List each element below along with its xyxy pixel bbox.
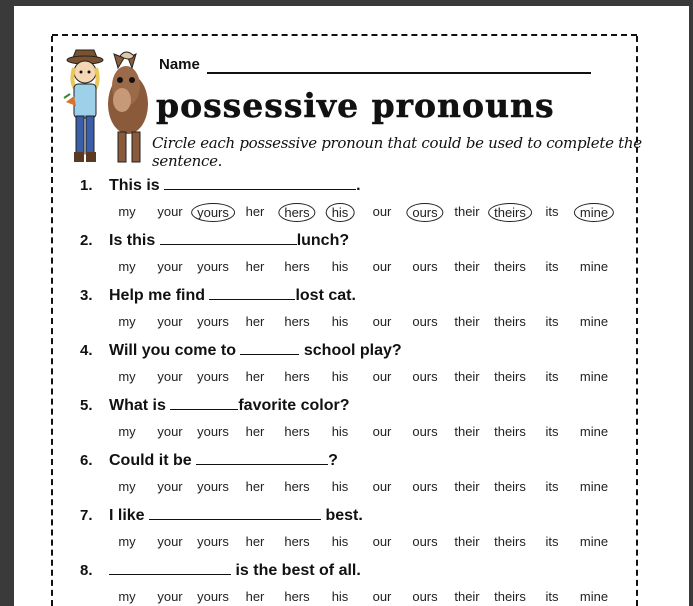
pronoun-option-their[interactable]: their: [454, 259, 480, 274]
pronoun-option-our[interactable]: our: [372, 204, 392, 219]
pronoun-option-ours[interactable]: ours: [412, 479, 438, 494]
cowgirl-and-horse-illustration: [62, 42, 158, 166]
answer-blank[interactable]: [109, 573, 231, 575]
pronoun-option-hers[interactable]: hers: [284, 534, 310, 549]
question-sentence: [109, 562, 361, 580]
question-number: 4.: [80, 342, 93, 359]
question-item: [14, 507, 689, 562]
pronoun-option-our[interactable]: our: [372, 369, 392, 384]
question-item: [14, 452, 689, 507]
dashed-border-top: [52, 34, 637, 36]
pronoun-option-his[interactable]: his: [331, 369, 349, 384]
pronoun-option-its[interactable]: its: [545, 204, 559, 219]
sentence-end: lost cat.: [295, 287, 356, 304]
pronoun-option-its[interactable]: its: [545, 424, 559, 439]
pronoun-option-ours[interactable]: ours: [412, 534, 438, 549]
sentence-start: Could it be: [109, 452, 197, 469]
pronoun-option-my[interactable]: my: [118, 204, 136, 219]
pronoun-option-yours[interactable]: yours: [197, 259, 229, 274]
pronoun-option-mine[interactable]: mine: [579, 424, 609, 439]
question-number: 2.: [80, 232, 93, 249]
question-sentence: [109, 287, 356, 305]
question-item: [14, 232, 689, 287]
answer-blank[interactable]: [164, 188, 356, 190]
pronoun-option-our[interactable]: our: [372, 534, 392, 549]
pronoun-option-mine[interactable]: mine: [579, 534, 609, 549]
pronoun-option-yours[interactable]: yours: [197, 424, 229, 439]
pronoun-option-hers[interactable]: hers: [278, 203, 315, 222]
pronoun-option-yours[interactable]: yours: [197, 369, 229, 384]
sentence-end: best.: [321, 507, 363, 524]
pronoun-option-ours[interactable]: ours: [406, 203, 443, 222]
pronoun-option-her[interactable]: her: [245, 479, 265, 494]
pronoun-option-her[interactable]: her: [245, 369, 265, 384]
pronoun-option-his[interactable]: his: [331, 589, 349, 604]
sentence-start: Is this: [109, 232, 160, 249]
pronoun-option-theirs[interactable]: theirs: [494, 369, 526, 384]
pronoun-option-theirs[interactable]: theirs: [494, 259, 526, 274]
pronoun-option-our[interactable]: our: [372, 479, 392, 494]
pronoun-option-ours[interactable]: ours: [412, 589, 438, 604]
question-number: 6.: [80, 452, 93, 469]
pronoun-option-its[interactable]: its: [545, 259, 559, 274]
pronoun-option-his[interactable]: his: [331, 314, 349, 329]
pronoun-option-hers[interactable]: hers: [284, 424, 310, 439]
pronoun-option-our[interactable]: our: [372, 424, 392, 439]
question-number: 3.: [80, 287, 93, 304]
pronoun-option-hers[interactable]: hers: [284, 479, 310, 494]
answer-blank[interactable]: [240, 353, 299, 355]
pronoun-option-yours[interactable]: yours: [197, 589, 229, 604]
pronoun-option-your[interactable]: your: [157, 534, 183, 549]
sentence-end: school play?: [299, 342, 402, 359]
pronoun-option-its[interactable]: its: [545, 479, 559, 494]
pronoun-option-theirs[interactable]: theirs: [494, 479, 526, 494]
pronoun-option-theirs[interactable]: theirs: [494, 314, 526, 329]
pronoun-option-mine[interactable]: mine: [579, 479, 609, 494]
page-title: possessive pronouns: [156, 86, 555, 125]
pronoun-option-ours[interactable]: ours: [412, 424, 438, 439]
pronoun-option-your[interactable]: your: [157, 314, 183, 329]
pronoun-option-your[interactable]: your: [157, 589, 183, 604]
sentence-start: Will you come to: [109, 342, 241, 359]
pronoun-option-my[interactable]: my: [118, 534, 136, 549]
pronoun-option-my[interactable]: my: [118, 589, 136, 604]
pronoun-option-yours[interactable]: yours: [191, 203, 235, 222]
answer-blank[interactable]: [149, 518, 321, 520]
question-sentence: [109, 507, 363, 525]
pronoun-option-ours[interactable]: ours: [412, 259, 438, 274]
pronoun-option-my[interactable]: my: [118, 424, 136, 439]
pronoun-option-my[interactable]: my: [118, 369, 136, 384]
sentence-end: .: [356, 177, 361, 194]
pronoun-option-yours[interactable]: yours: [197, 314, 229, 329]
instructions: Circle each possessive pronoun that could be used to complete the sentence.: [152, 134, 642, 170]
question-item: [14, 397, 689, 452]
pronoun-option-mine[interactable]: mine: [579, 369, 609, 384]
pronoun-option-his[interactable]: his: [326, 203, 355, 222]
pronoun-option-her[interactable]: her: [245, 534, 265, 549]
pronoun-option-mine[interactable]: mine: [579, 259, 609, 274]
question-number: 1.: [80, 177, 93, 194]
question-number: 5.: [80, 397, 93, 414]
answer-blank[interactable]: [209, 298, 295, 300]
pronoun-option-his[interactable]: his: [331, 424, 349, 439]
pronoun-option-her[interactable]: her: [245, 259, 265, 274]
pronoun-option-their[interactable]: their: [454, 369, 480, 384]
pronoun-option-hers[interactable]: hers: [284, 369, 310, 384]
question-item: [14, 342, 689, 397]
name-label: Name: [159, 56, 200, 73]
pronoun-option-yours[interactable]: yours: [197, 534, 229, 549]
question-number: 8.: [80, 562, 93, 579]
pronoun-option-their[interactable]: their: [454, 589, 480, 604]
sentence-start: I like: [109, 507, 150, 524]
pronoun-option-yours[interactable]: yours: [197, 479, 229, 494]
pronoun-option-theirs[interactable]: theirs: [488, 203, 532, 222]
answer-blank[interactable]: [160, 243, 297, 245]
pronoun-option-our[interactable]: our: [372, 314, 392, 329]
pronoun-option-your[interactable]: your: [157, 479, 183, 494]
pronoun-option-its[interactable]: its: [545, 589, 559, 604]
pronoun-option-his[interactable]: his: [331, 534, 349, 549]
pronoun-option-her[interactable]: her: [245, 424, 265, 439]
pronoun-option-theirs[interactable]: theirs: [494, 534, 526, 549]
sentence-end: ?: [328, 452, 338, 469]
question-item: [14, 177, 689, 232]
pronoun-option-her[interactable]: her: [245, 589, 265, 604]
pronoun-option-your[interactable]: your: [157, 204, 183, 219]
question-sentence: [109, 177, 361, 195]
pronoun-option-their[interactable]: their: [454, 204, 480, 219]
name-field: [159, 56, 200, 74]
pronoun-option-its[interactable]: its: [545, 534, 559, 549]
pronoun-option-your[interactable]: your: [157, 424, 183, 439]
pronoun-option-their[interactable]: their: [454, 479, 480, 494]
pronoun-option-hers[interactable]: hers: [284, 259, 310, 274]
pronoun-option-your[interactable]: your: [157, 259, 183, 274]
answer-blank[interactable]: [170, 408, 238, 410]
pronoun-option-your[interactable]: your: [157, 369, 183, 384]
sentence-end: lunch?: [296, 232, 350, 249]
pronoun-option-her[interactable]: her: [245, 314, 265, 329]
pronoun-option-her[interactable]: her: [245, 204, 265, 219]
pronoun-option-his[interactable]: his: [331, 259, 349, 274]
question-number: 7.: [80, 507, 93, 524]
pronoun-option-mine[interactable]: mine: [574, 203, 614, 222]
answer-blank[interactable]: [196, 463, 328, 465]
pronoun-option-hers[interactable]: hers: [284, 314, 310, 329]
pronoun-option-our[interactable]: our: [372, 259, 392, 274]
sentence-end: favorite color?: [238, 397, 350, 414]
pronoun-option-ours[interactable]: ours: [412, 369, 438, 384]
pronoun-option-their[interactable]: their: [454, 534, 480, 549]
pronoun-option-their[interactable]: their: [454, 424, 480, 439]
question-sentence: [109, 452, 338, 470]
pronoun-option-his[interactable]: his: [331, 479, 349, 494]
question-sentence: [109, 342, 402, 360]
pronoun-option-our[interactable]: our: [372, 589, 392, 604]
pronoun-option-its[interactable]: its: [545, 369, 559, 384]
pronoun-option-hers[interactable]: hers: [284, 589, 310, 604]
question-item: [14, 287, 689, 342]
sentence-end: is the best of all.: [231, 562, 361, 579]
pronoun-option-mine[interactable]: mine: [579, 314, 609, 329]
pronoun-option-my[interactable]: my: [118, 314, 136, 329]
pronoun-option-theirs[interactable]: theirs: [494, 589, 526, 604]
pronoun-option-mine[interactable]: mine: [579, 589, 609, 604]
pronoun-option-their[interactable]: their: [454, 314, 480, 329]
question-item: [14, 562, 689, 606]
sentence-start: What is: [109, 397, 171, 414]
pronoun-option-ours[interactable]: ours: [412, 314, 438, 329]
pronoun-option-its[interactable]: its: [545, 314, 559, 329]
pronoun-option-theirs[interactable]: theirs: [494, 424, 526, 439]
question-sentence: [109, 397, 349, 415]
pronoun-option-my[interactable]: my: [118, 259, 136, 274]
pronoun-option-my[interactable]: my: [118, 479, 136, 494]
sentence-start: Help me find: [109, 287, 210, 304]
sentence-start: This is: [109, 177, 165, 194]
worksheet-page: [14, 6, 689, 606]
question-sentence: [109, 232, 349, 250]
name-line: [207, 72, 591, 74]
